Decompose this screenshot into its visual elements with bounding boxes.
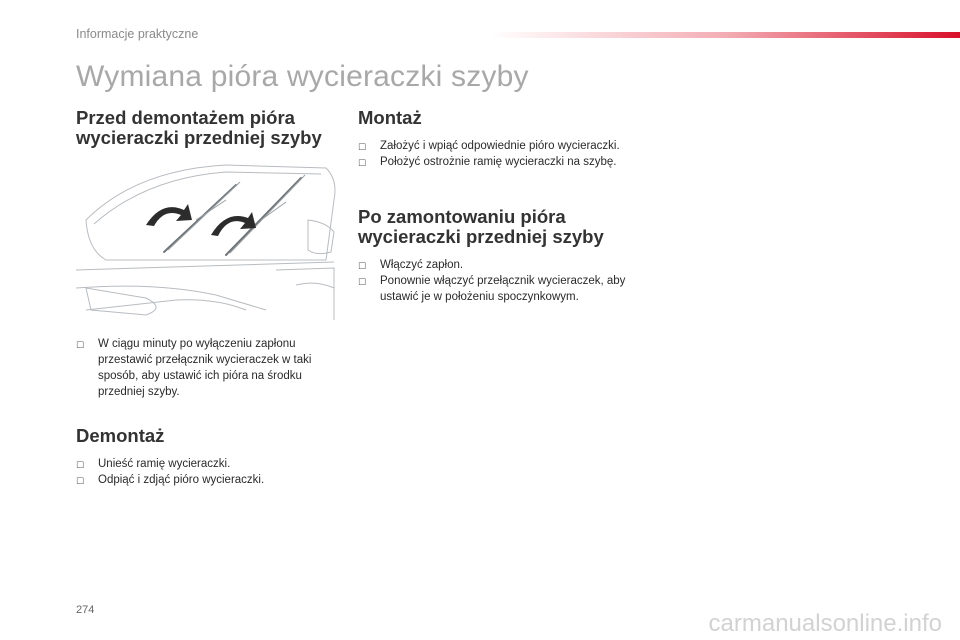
header-section-label: Informacje praktyczne <box>76 27 199 41</box>
list-item-text: Położyć ostrożnie ramię wycieraczki na szybę. <box>380 156 617 168</box>
curved-arrow-icon <box>146 204 256 236</box>
checkbox-icon: ☐ <box>358 277 367 287</box>
page-number: 274 <box>76 604 95 616</box>
watermark: carmanualsonline.info <box>708 610 942 637</box>
list-item <box>76 472 344 488</box>
list-item <box>358 273 628 305</box>
list-item <box>76 456 344 472</box>
list-item-text: Ponownie włączyć przełącznik wycieraczek, aby ustawić je w położeniu spoczynkowym. <box>380 275 626 303</box>
windscreen-wiper-illustration <box>76 160 338 320</box>
section-heading: Montaż <box>358 107 422 128</box>
section-heading: Po zamontowaniu pióra wycieraczki przedniej szyby <box>358 206 604 247</box>
list-item-text: Odpiąć i zdjąć pióro wycieraczki. <box>98 474 265 486</box>
checkbox-icon: ☐ <box>76 460 85 470</box>
list-item-text: W ciągu minuty po wyłączeniu zapłonu przestawić przełącznik wycieraczek w taki sposób, aby ustawić ich pióra na środku przedniej szyby. <box>98 338 312 398</box>
checkbox-icon: ☐ <box>76 476 85 486</box>
list-item <box>358 154 620 170</box>
section-before-removal-steps <box>76 336 344 400</box>
section-before-removal <box>76 108 346 158</box>
section-heading: Demontaż <box>76 425 165 446</box>
list-item-text: Unieść ramię wycieraczki. <box>98 458 231 470</box>
list-item-text: Włączyć zapłon. <box>380 259 464 271</box>
page-title: Wymiana pióra wycieraczki szyby <box>76 60 529 93</box>
checkbox-icon: ☐ <box>358 158 367 168</box>
list-item <box>358 138 620 154</box>
section-after-installation <box>358 207 628 305</box>
list-item <box>358 257 628 273</box>
section-heading: Przed demontażem pióra wycieraczki przedniej szyby <box>76 107 322 148</box>
header-accent-bar <box>490 32 960 38</box>
section-removal <box>76 426 344 488</box>
checkbox-icon: ☐ <box>358 261 367 271</box>
section-installation <box>358 108 620 170</box>
list-item <box>76 336 344 400</box>
checkbox-icon: ☐ <box>358 142 367 152</box>
checkbox-icon: ☐ <box>76 340 85 350</box>
list-item-text: Założyć i wpiąć odpowiednie pióro wycieraczki. <box>380 140 620 152</box>
